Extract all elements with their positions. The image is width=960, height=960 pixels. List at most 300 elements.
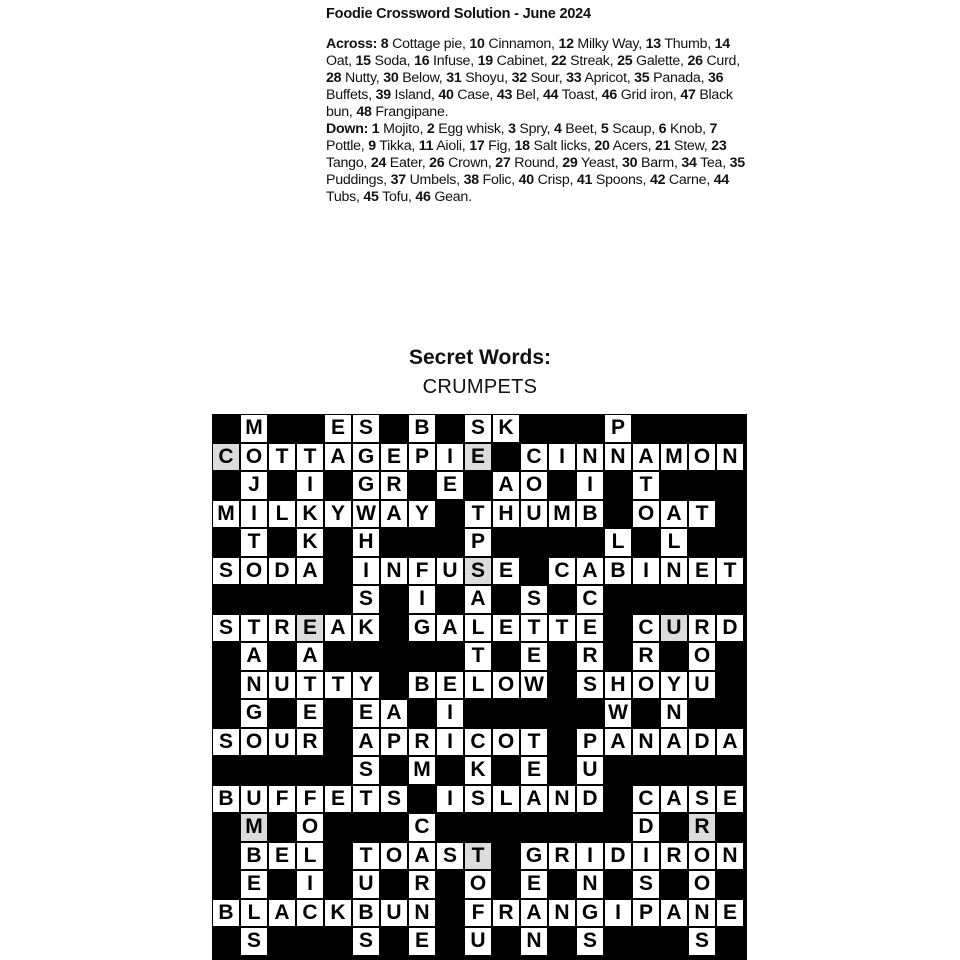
clue-answer: Spry xyxy=(519,121,547,137)
clue-answer: Spoons xyxy=(595,172,643,188)
black-square xyxy=(660,927,688,956)
letter-cell: E xyxy=(576,614,604,643)
black-square xyxy=(660,870,688,899)
letter-cell: I xyxy=(632,842,660,871)
letter-cell: A xyxy=(240,642,268,671)
black-square xyxy=(716,699,744,728)
black-square xyxy=(660,813,688,842)
letter-cell: O xyxy=(688,870,716,899)
clue-number: 23 xyxy=(711,138,727,154)
black-square xyxy=(576,699,604,728)
letter-cell: T xyxy=(268,443,296,472)
black-square xyxy=(268,870,296,899)
black-square xyxy=(324,842,352,871)
black-square xyxy=(716,642,744,671)
letter-cell: L xyxy=(464,671,492,700)
letter-cell: A xyxy=(576,557,604,586)
letter-cell: U xyxy=(464,927,492,956)
black-square xyxy=(380,870,408,899)
letter-cell: S xyxy=(688,785,716,814)
clue-answer: Curd xyxy=(706,53,737,69)
black-square xyxy=(212,870,240,899)
clue-number: 25 xyxy=(617,53,633,69)
letter-cell: T xyxy=(352,785,380,814)
letter-cell: N xyxy=(408,899,436,928)
letter-cell: M xyxy=(548,500,576,529)
black-square xyxy=(632,756,660,785)
black-square xyxy=(520,557,548,586)
letter-cell: D xyxy=(716,614,744,643)
clue-answer: Toast xyxy=(561,87,595,103)
clue-number: 32 xyxy=(511,70,527,86)
clue-answer: Island xyxy=(394,87,431,103)
black-square xyxy=(380,585,408,614)
letter-cell: O xyxy=(296,813,324,842)
clue-number: 19 xyxy=(477,53,493,69)
letter-cell: F xyxy=(408,557,436,586)
letter-cell: O xyxy=(492,671,520,700)
black-square xyxy=(660,471,688,500)
letter-cell: E xyxy=(352,699,380,728)
black-square xyxy=(436,899,464,928)
clue-answer: Infuse xyxy=(433,53,471,69)
letter-cell: G xyxy=(520,842,548,871)
letter-cell: C xyxy=(632,614,660,643)
clue-number: 22 xyxy=(551,53,567,69)
black-square xyxy=(688,699,716,728)
letter-cell: M xyxy=(240,414,268,443)
clue-number: 41 xyxy=(576,172,593,188)
black-square xyxy=(268,528,296,557)
letter-cell: I xyxy=(296,471,324,500)
crossword-grid xyxy=(212,414,747,960)
letter-cell: N xyxy=(576,443,604,472)
black-square xyxy=(324,756,352,785)
letter-cell: T xyxy=(296,443,324,472)
black-square xyxy=(296,585,324,614)
clue-answer: Carne xyxy=(668,172,707,188)
letter-cell: A xyxy=(520,899,548,928)
letter-cell: O xyxy=(380,842,408,871)
letter-cell: M xyxy=(212,500,240,529)
clue-number: 46 xyxy=(601,87,618,103)
letter-cell: A xyxy=(296,642,324,671)
clue-answer: Tubs xyxy=(326,189,357,205)
letter-cell: D xyxy=(268,557,296,586)
black-square xyxy=(324,557,352,586)
black-square xyxy=(604,471,632,500)
black-square xyxy=(688,414,716,443)
letter-cell: R xyxy=(632,642,660,671)
letter-cell: A xyxy=(660,728,688,757)
black-square xyxy=(604,642,632,671)
letter-cell: I xyxy=(436,443,464,472)
clue-answer: Bel xyxy=(515,87,536,103)
letter-cell: R xyxy=(548,842,576,871)
black-square xyxy=(716,671,744,700)
black-square xyxy=(352,813,380,842)
black-square xyxy=(548,870,576,899)
clue-answer: Tea xyxy=(700,155,723,171)
clue-number: 33 xyxy=(566,70,582,86)
black-square xyxy=(716,500,744,529)
black-square xyxy=(324,870,352,899)
letter-cell: T xyxy=(632,471,660,500)
solution-text xyxy=(326,36,746,206)
letter-cell: S xyxy=(576,927,604,956)
clue-answer: Frangipane xyxy=(375,104,445,120)
black-square xyxy=(212,642,240,671)
letter-cell: U xyxy=(268,728,296,757)
black-square xyxy=(492,699,520,728)
letter-cell: E xyxy=(408,927,436,956)
letter-cell: A xyxy=(436,614,464,643)
letter-cell: R xyxy=(492,899,520,928)
letter-cell: L xyxy=(492,785,520,814)
letter-cell: N xyxy=(576,870,604,899)
black-square xyxy=(464,471,492,500)
clue-number: 14 xyxy=(714,36,730,52)
clue-number: 34 xyxy=(681,155,697,171)
clue-number: 44 xyxy=(542,87,559,103)
black-square xyxy=(464,813,492,842)
black-square xyxy=(576,414,604,443)
clue-answer: Tikka xyxy=(379,138,412,154)
letter-cell: N xyxy=(548,785,576,814)
letter-cell: L xyxy=(660,528,688,557)
letter-cell: B xyxy=(240,842,268,871)
clue-number: 26 xyxy=(429,155,445,171)
black-square xyxy=(324,699,352,728)
letter-cell: E xyxy=(296,699,324,728)
letter-cell: T xyxy=(296,671,324,700)
letter-cell: A xyxy=(520,785,548,814)
clue-answer: Salt licks xyxy=(533,138,588,154)
grid-cells xyxy=(212,414,744,960)
black-square xyxy=(688,528,716,557)
letter-cell: U xyxy=(380,899,408,928)
letter-cell: I xyxy=(436,728,464,757)
letter-cell: N xyxy=(240,671,268,700)
clue-number: 8 xyxy=(380,36,389,52)
clue-number: 35 xyxy=(729,155,745,171)
letter-cell: C xyxy=(548,557,576,586)
letter-cell: E xyxy=(436,471,464,500)
letter-cell: A xyxy=(660,899,688,928)
letter-cell: R xyxy=(408,728,436,757)
black-square xyxy=(548,699,576,728)
black-square xyxy=(548,414,576,443)
secret-letter-cell: R xyxy=(688,813,716,842)
letter-cell: D xyxy=(576,785,604,814)
black-square xyxy=(604,500,632,529)
letter-cell: E xyxy=(492,557,520,586)
secret-letter-cell: T xyxy=(464,842,492,871)
clue-answer: Scaup xyxy=(612,121,652,137)
black-square xyxy=(408,471,436,500)
black-square xyxy=(716,813,744,842)
clue-answer: Puddings xyxy=(326,172,384,188)
letter-cell: R xyxy=(380,471,408,500)
letter-cell: S xyxy=(212,614,240,643)
black-square xyxy=(492,756,520,785)
clue-number: 39 xyxy=(375,87,391,103)
letter-cell: Y xyxy=(352,671,380,700)
letter-cell: R xyxy=(268,614,296,643)
clue-answer: Shoyu xyxy=(465,70,505,86)
black-square xyxy=(380,671,408,700)
black-square xyxy=(688,471,716,500)
clue-answer: Gean xyxy=(434,189,469,205)
clue-answer: Cabinet xyxy=(496,53,544,69)
letter-cell: S xyxy=(352,756,380,785)
clue-answer: Crisp xyxy=(537,172,570,188)
black-square xyxy=(492,642,520,671)
letter-cell: E xyxy=(324,785,352,814)
letter-cell: O xyxy=(240,557,268,586)
black-square xyxy=(408,785,436,814)
letter-cell: K xyxy=(296,528,324,557)
black-square xyxy=(212,671,240,700)
black-square xyxy=(268,414,296,443)
letter-cell: A xyxy=(408,842,436,871)
clue-answer: Milky Way xyxy=(577,36,639,52)
clue-answer: Cottage pie xyxy=(392,36,462,52)
clue-number: 30 xyxy=(383,70,399,86)
solution-title: Foodie Crossword Solution - June 2024 xyxy=(326,6,591,22)
clue-number: 47 xyxy=(680,87,696,103)
clue-answer: Streak xyxy=(570,53,610,69)
black-square xyxy=(492,927,520,956)
letter-cell: P xyxy=(380,728,408,757)
black-square xyxy=(604,585,632,614)
letter-cell: S xyxy=(212,557,240,586)
letter-cell: O xyxy=(520,471,548,500)
clue-number: 26 xyxy=(687,53,703,69)
clue-number: 3 xyxy=(508,121,516,137)
black-square xyxy=(212,471,240,500)
black-square xyxy=(548,813,576,842)
letter-cell: O xyxy=(464,870,492,899)
clue-answer: Umbels xyxy=(409,172,457,188)
black-square xyxy=(548,585,576,614)
clue-answer: Barm xyxy=(641,155,674,171)
letter-cell: U xyxy=(576,756,604,785)
black-square xyxy=(324,471,352,500)
letter-cell: E xyxy=(492,614,520,643)
clue-answer: Thumb xyxy=(664,36,708,52)
letter-cell: F xyxy=(268,785,296,814)
letter-cell: P xyxy=(576,728,604,757)
black-square xyxy=(492,528,520,557)
letter-cell: S xyxy=(464,785,492,814)
down-label: Down: xyxy=(326,121,369,137)
letter-cell: G xyxy=(352,443,380,472)
black-square xyxy=(436,813,464,842)
letter-cell: S xyxy=(436,842,464,871)
clue-answer: Oat xyxy=(326,53,349,69)
clue-answer: Pottle xyxy=(326,138,361,154)
black-square xyxy=(212,699,240,728)
letter-cell: D xyxy=(632,813,660,842)
black-square xyxy=(576,528,604,557)
black-square xyxy=(408,642,436,671)
black-square xyxy=(296,414,324,443)
clue-answer: Stew xyxy=(674,138,704,154)
letter-cell: A xyxy=(464,585,492,614)
letter-cell: G xyxy=(352,471,380,500)
black-square xyxy=(268,756,296,785)
secret-letter-cell: U xyxy=(660,614,688,643)
letter-cell: I xyxy=(408,585,436,614)
clue-number: 13 xyxy=(645,36,661,52)
clue-number: 2 xyxy=(426,121,435,137)
letter-cell: T xyxy=(520,728,548,757)
letter-cell: O xyxy=(688,642,716,671)
clue-answer: Yeast xyxy=(580,155,615,171)
letter-cell: K xyxy=(352,614,380,643)
black-square xyxy=(716,471,744,500)
clue-answer: Nutty xyxy=(344,70,376,86)
black-square xyxy=(212,756,240,785)
letter-cell: P xyxy=(604,414,632,443)
black-square xyxy=(660,414,688,443)
clue-number: 16 xyxy=(414,53,430,69)
letter-cell: L xyxy=(268,500,296,529)
black-square xyxy=(604,813,632,842)
letter-cell: A xyxy=(268,899,296,928)
letter-cell: W xyxy=(604,699,632,728)
letter-cell: B xyxy=(408,414,436,443)
black-square xyxy=(716,756,744,785)
black-square xyxy=(660,585,688,614)
letter-cell: S xyxy=(576,671,604,700)
black-square xyxy=(268,642,296,671)
clue-number: 37 xyxy=(390,172,406,188)
letter-cell: G xyxy=(576,899,604,928)
letter-cell: I xyxy=(436,785,464,814)
clue-answer: Tofu xyxy=(382,189,408,205)
across-label: Across: xyxy=(326,36,378,52)
clue-answer: Mojito xyxy=(383,121,420,137)
black-square xyxy=(212,528,240,557)
letter-cell: C xyxy=(520,443,548,472)
black-square xyxy=(688,585,716,614)
black-square xyxy=(436,927,464,956)
black-square xyxy=(408,699,436,728)
letter-cell: P xyxy=(408,443,436,472)
secret-letter-cell: E xyxy=(296,614,324,643)
letter-cell: I xyxy=(352,557,380,586)
black-square xyxy=(520,699,548,728)
clue-answer: Crown xyxy=(448,155,488,171)
clue-number: 4 xyxy=(553,121,562,137)
letter-cell: U xyxy=(268,671,296,700)
letter-cell: I xyxy=(604,899,632,928)
black-square xyxy=(688,756,716,785)
letter-cell: O xyxy=(632,671,660,700)
letter-cell: C xyxy=(296,899,324,928)
letter-cell: B xyxy=(212,899,240,928)
letter-cell: I xyxy=(548,443,576,472)
clue-number: 12 xyxy=(558,36,574,52)
letter-cell: R xyxy=(660,842,688,871)
clue-answer: Buffets xyxy=(326,87,369,103)
letter-cell: N xyxy=(716,443,744,472)
secret-letter-cell: M xyxy=(240,813,268,842)
letter-cell: S xyxy=(380,785,408,814)
letter-cell: B xyxy=(352,899,380,928)
letter-cell: U xyxy=(520,500,548,529)
black-square xyxy=(660,756,688,785)
black-square xyxy=(212,813,240,842)
letter-cell: R xyxy=(688,614,716,643)
black-square xyxy=(604,756,632,785)
black-square xyxy=(380,614,408,643)
secret-letter-cell: S xyxy=(464,557,492,586)
down-answers: 1 Mojito, 2 Egg whisk, 3 Spry, 4 Beet, 5 Scaup, 6 Knob, 7 Pottle, 9 Tikka, 11 Aioli, 17 Fig, 18 Salt licks, 20 Acers, 21 Stew, 23 Tango, 24 Eater, 26 Crown, 27 Round, 29 Yeast, 30 Barm, 34 Tea, 35 Puddings, 37 Umbels, 38 Folic, 40 Crisp, 41 Spoons, 42 Carne, 44 Tubs, 45 Tofu, 46 Gean. xyxy=(326,121,745,205)
black-square xyxy=(632,585,660,614)
clue-number: 18 xyxy=(514,138,530,154)
clue-number: 17 xyxy=(469,138,485,154)
black-square xyxy=(492,870,520,899)
letter-cell: H xyxy=(492,500,520,529)
letter-cell: S xyxy=(352,927,380,956)
letter-cell: I xyxy=(576,471,604,500)
clue-answer: Sour xyxy=(530,70,559,86)
black-square xyxy=(520,813,548,842)
black-square xyxy=(240,756,268,785)
letter-cell: U xyxy=(688,671,716,700)
black-square xyxy=(716,585,744,614)
letter-cell: A xyxy=(380,500,408,529)
clue-answer: Aioli xyxy=(436,138,462,154)
black-square xyxy=(380,813,408,842)
black-square xyxy=(492,813,520,842)
letter-cell: O xyxy=(688,842,716,871)
letter-cell: E xyxy=(520,642,548,671)
black-square xyxy=(604,927,632,956)
letter-cell: B xyxy=(576,500,604,529)
clue-number: 20 xyxy=(594,138,610,154)
black-square xyxy=(548,728,576,757)
clue-answer: Round xyxy=(514,155,555,171)
letter-cell: C xyxy=(632,785,660,814)
letter-cell: T xyxy=(352,842,380,871)
clue-number: 9 xyxy=(368,138,376,154)
black-square xyxy=(296,756,324,785)
clue-number: 10 xyxy=(469,36,485,52)
letter-cell: A xyxy=(660,500,688,529)
letter-cell: T xyxy=(240,614,268,643)
black-square xyxy=(324,927,352,956)
black-square xyxy=(296,927,324,956)
letter-cell: R xyxy=(296,728,324,757)
secret-letter-cell: C xyxy=(212,443,240,472)
letter-cell: A xyxy=(716,728,744,757)
black-square xyxy=(212,927,240,956)
letter-cell: A xyxy=(352,728,380,757)
clue-number: 29 xyxy=(562,155,578,171)
letter-cell: T xyxy=(716,557,744,586)
black-square xyxy=(268,699,296,728)
secret-letter-cell: E xyxy=(464,443,492,472)
letter-cell: N xyxy=(688,899,716,928)
black-square xyxy=(436,585,464,614)
black-square xyxy=(716,528,744,557)
letter-cell: G xyxy=(240,699,268,728)
clue-number: 46 xyxy=(415,189,431,205)
